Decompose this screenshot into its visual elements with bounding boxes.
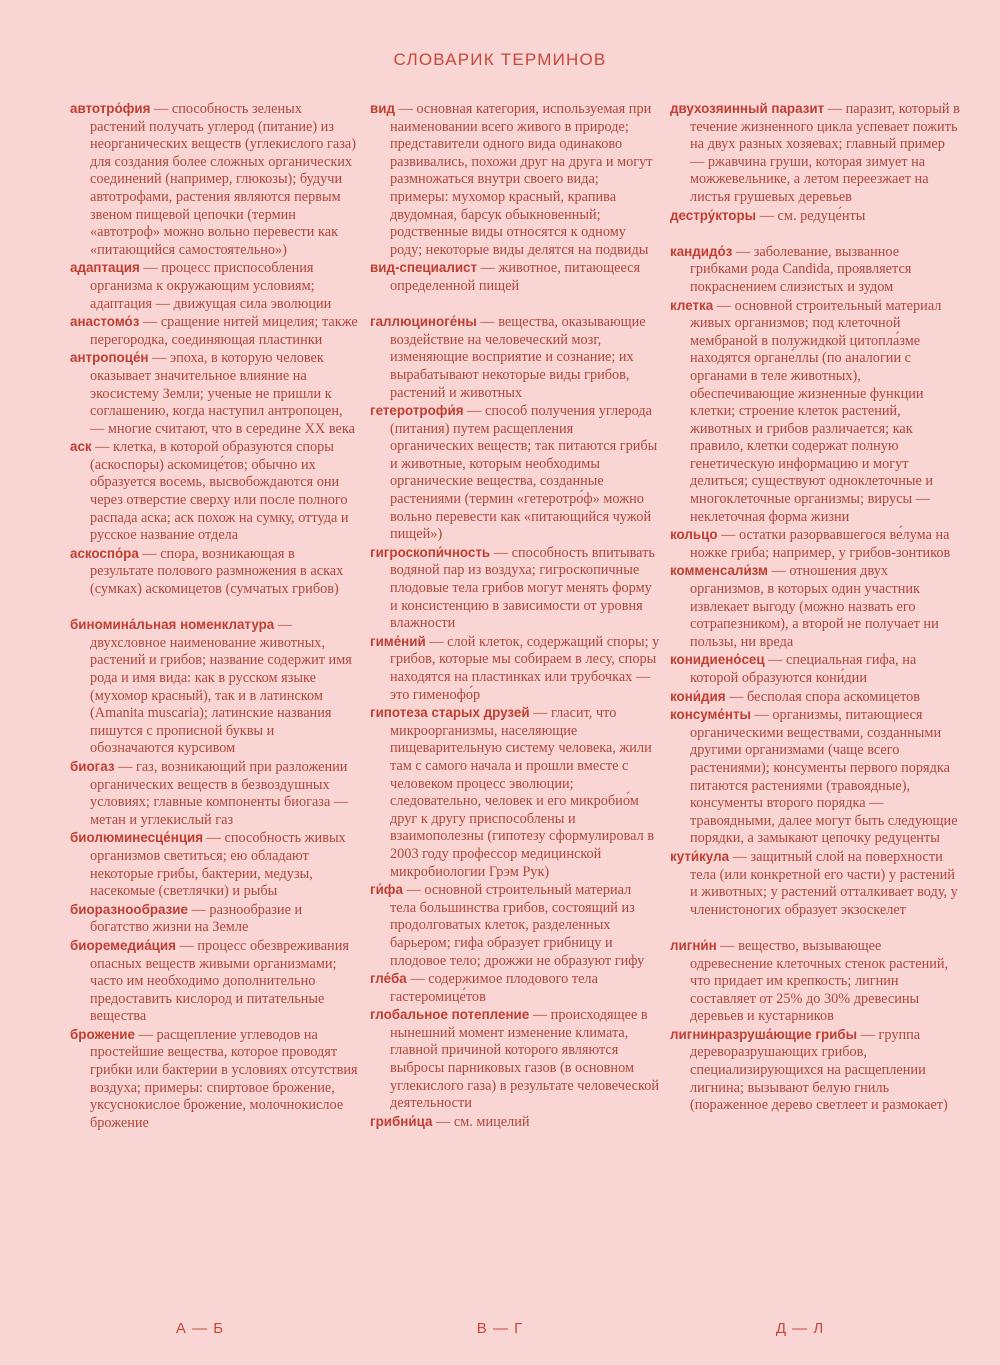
glossary-definition: — организмы, питающиеся органическими веществами, созданными другими организмами (чаще всего растениями); консументы первого порядка питаются растениями (травоядные), консументы второго порядка — травоядными, далее могут быть следующие порядки, а замыкают цепочку редуценты [690, 707, 958, 847]
glossary-term: лигни́н [670, 937, 717, 953]
glossary-definition: — защитный слой на поверхности тела (или конкретной его части) у растений и животных; у растений отталкивает воду, у членистоногих образует экзоскелет [690, 848, 958, 918]
letter-range-d-l: Д — Л [775, 1320, 825, 1337]
glossary-entry [370, 1113, 660, 1132]
glossary-entry [70, 545, 360, 599]
glossary-term: биоремедиа́ция [70, 937, 176, 953]
glossary-entry [370, 970, 660, 1006]
glossary-term: гетеротрофи́я [370, 403, 464, 419]
glossary-term: вид-специалист [370, 260, 478, 276]
glossary-entry [670, 706, 960, 848]
glossary-definition: — двухсловное наименование животных, растений и грибов; название содержит имя рода и имя вида: как в русском языке (мухомор красный), так и в латинском (Amanita muscaria); латинские названия пишутся с прописной буквы и обозначаются курсивом [90, 617, 352, 757]
glossary-entry [670, 1026, 960, 1115]
glossary-entry [670, 297, 960, 527]
glossary-definition: — отношения двух организмов, в которых один участник извлекает выгоду (можно назвать его сотрапезником), а второй не получает ни пользы, ни вреда [690, 563, 939, 650]
glossary-term: антропоце́н [70, 350, 149, 366]
glossary-term: двухозяинный паразит [670, 101, 825, 116]
glossary-definition: — вещество, вызывающее одревеснение клеточных стенок растений, что придает им крепкость; лигнин составляет от 25% до 30% древесины деревьев и кустарников [690, 937, 949, 1025]
glossary-term: аск [70, 439, 92, 455]
glossary-entry [670, 207, 960, 226]
glossary-entry [370, 402, 660, 544]
page-title: СЛОВАРИК ТЕРМИНОВ [393, 50, 607, 69]
glossary-definition: — основной строительный материал тела большинства грибов, состоящий из продолговатых клеток, разделенных барьером; гифа образует грибницу и плодовое тело; дрожжи не образуют гифу [390, 882, 645, 969]
glossary-definition: — сращение нитей мицелия; также перегородка, соединяющая пластинки [90, 314, 358, 348]
glossary-column-v-g [370, 100, 660, 1131]
glossary-term: кандидо́з [670, 243, 733, 259]
glossary-term: адаптация [70, 260, 140, 276]
glossary-term: кольцо [670, 527, 718, 543]
glossary-term: глобальное потепление [370, 1007, 530, 1023]
glossary-definition: — паразит, который в течение жизненного цикла успевает пожить на двух разных хозяевах; главный пример — ржавчина груши, которая зимует на можжевельнике, а летом переезжает на листья грушевых деревьев [690, 101, 960, 205]
glossary-term: грибни́ца [370, 1113, 433, 1129]
glossary-definition: — слой клеток, содержащий споры; у грибов, которые мы собираем в лесу, споры находятся на пластинках или трубочках — это гименофо́р [390, 633, 660, 703]
glossary-term: ги́фа [370, 882, 403, 898]
glossary-entry [370, 259, 660, 295]
glossary-term: гипотеза старых друзей [370, 705, 530, 721]
glossary-entry [670, 848, 960, 919]
glossary-entry [670, 562, 960, 651]
glossary-term: вид [370, 101, 395, 116]
glossary-term: аскоспо́ра [70, 545, 139, 561]
glossary-entry [370, 881, 660, 970]
glossary-term: кони́дия [670, 688, 726, 704]
glossary-definition: — спора, возникающая в результате полового размножения в асках (сумках) аскомицетов (сумчатых грибов) [90, 545, 344, 598]
glossary-entry [370, 313, 660, 402]
glossary-entry [70, 259, 360, 313]
glossary-term: брожение [70, 1026, 135, 1042]
glossary-definition: — вещества, оказывающие воздействие на человеческий мозг, изменяющие восприятие и сознание; их вырабатывают некоторые виды грибов, растений и животных [390, 314, 646, 401]
glossary-entry [70, 349, 360, 438]
glossary-entry [70, 100, 360, 259]
glossary-definition: — эпоха, в которую человек оказывает значительное влияние на экосистему Земли; ученые не пришли к соглашению, когда наступил антропоцен, — многие считают, что в середине XX века [90, 350, 355, 437]
glossary-term: лигнинразруша́ющие грибы [670, 1026, 858, 1042]
glossary-entry [70, 1026, 360, 1133]
glossary-definition: — происходящее в нынешний момент изменение климата, главной причиной которого являются выбросы парниковых газов (в основном углекислого газа) в результате человеческой деятельности [390, 1007, 660, 1112]
glossary-term: галлюциноге́ны [370, 314, 477, 330]
letter-range-a-b: А — Б [175, 1320, 225, 1337]
glossary-term: клетка [670, 297, 714, 313]
glossary-definition: — газ, возникающий при разложении органических веществ в безвоздушных условиях; главные компоненты биогаза — метан и углекислый газ [90, 758, 349, 828]
glossary-term: дестру́кторы [670, 207, 757, 223]
glossary-definition: — способ получения углерода (питания) путем расщепления органических веществ; так питаются грибы и животные, которым необходимы органические вещества, созданные растениями (термин «гетеротро́ф» можно вольно перевести как «питающийся чужой пищей») [390, 403, 658, 543]
glossary-definition: — основная категория, используемая при наименовании всего живого в природе; представители одного вида одинаково развивались, похожи друг на друга и могут размножаться внутри своего вида; примеры: мухомор красный, крапива двудомная, барсук обыкновенный; родственные виды относятся к одному роду; некоторые виды делятся на подвиды [390, 101, 653, 258]
glossary-entry [670, 937, 960, 1026]
glossary-entry [70, 829, 360, 900]
glossary-definition: — способность живых организмов светиться; ею обладают некоторые грибы, бактерии, медузы, насекомые (светлячки) и рыбы [90, 830, 346, 900]
glossary-definition: — группа дереворазрушающих грибов, специализирующихся на расщеплении лигнина; вызывают белую гниль (пораженное дерево светлеет и размокает) [690, 1026, 948, 1114]
glossary-entry [370, 1006, 660, 1113]
glossary-definition: — способность впитывать водяной пар из воздуха; гигроскопичные плодовые тела грибов могут менять форму и консистенцию в зависимости от уровня влажности [390, 544, 655, 632]
glossary-entry [70, 438, 360, 545]
glossary-entry [70, 313, 360, 349]
glossary-term: биогаз [70, 758, 115, 774]
glossary-entry [670, 100, 960, 207]
glossary-definition: — животное, питающееся определенной пищей [390, 260, 641, 294]
glossary-term: гиме́ний [370, 633, 426, 649]
glossary-definition: — разнообразие и богатство жизни на Земле [90, 901, 303, 936]
glossary-definition: — заболевание, вызванное грибками рода Candida, проявляется покраснением слизистых и зудом [690, 243, 912, 295]
glossary-definition: — клетка, в которой образуются споры (аскоспоры) аскомице́тов; обычно их образуется восемь, высвобождаются они через отверстие сверху или после полного распада аска; аск похож на сумку, оттуда и русское название отдела [90, 439, 349, 544]
letter-range-v-g: В — Г [476, 1320, 524, 1337]
glossary-entry [370, 100, 660, 259]
glossary-term: гигроскопи́чность [370, 544, 491, 560]
glossary-term: кути́кула [670, 848, 730, 864]
glossary-definition: — бесполая спора аскомицетов [725, 688, 921, 705]
glossary-term: биномина́льная номенклатура [70, 617, 275, 633]
glossary-entry [670, 651, 960, 687]
glossary-entry [370, 544, 660, 633]
glossary-column-d-l [670, 100, 960, 1115]
glossary-term: автотро́фия [70, 101, 151, 116]
glossary-term: консуме́нты [670, 707, 751, 723]
glossary-definition: — гласит, что микроорганизмы, населяющие пищеварительную систему человека, жили там с самого начала и прошли вместе с человеком процесс эволюции; следовательно, человек и его микробио́м друг к другу приспособлены и взаимополезны (гипотезу сформулировал в 2003 году профессор медицинской микробиологии Грэм Рук) [390, 705, 655, 880]
glossary-definition: — см. мицелий [432, 1113, 530, 1130]
glossary-entry [670, 688, 960, 707]
glossary-entry [370, 633, 660, 704]
glossary-entry [670, 526, 960, 562]
glossary-entry [370, 704, 660, 881]
glossary-definition: — процесс приспособления организма к окружающим условиям; адаптация — движущая сила эволюции [90, 260, 332, 312]
glossary-entry [670, 243, 960, 297]
glossary-definition: — см. редуце́нты [756, 207, 866, 224]
glossary-entry [70, 758, 360, 829]
glossary-definition: — остатки разорвавшегося ве́лума на ножке гриба; например, у грибов-зонтиков [690, 527, 951, 561]
glossary-term: конидиено́сец [670, 652, 765, 668]
glossary-definition: — содержимое плодового тела гастеромице́тов [390, 971, 598, 1005]
glossary-term: гле́ба [370, 971, 407, 987]
glossary-definition: — специальная гифа, на которой образуются кони́дии [690, 652, 917, 686]
glossary-definition: — расщепление углеводов на простейшие вещества, которое проводят грибки или бактерии в условиях отсутствия воздуха; примеры: спиртовое брожение, уксуснокислое брожение, молочнокислое брожение [90, 1026, 358, 1131]
glossary-term: биолюминесце́нция [70, 830, 204, 846]
glossary-entry [70, 937, 360, 1026]
glossary-entry [70, 901, 360, 937]
glossary-definition: — способность зеленых растений получать углерод (питание) из неорганических веществ (углекислого газа) для создания более сложных органических соединений (например, глюкозы); будучи автотрофами, растения являются первым звеном пищевой цепочки (термин «автотроф» можно вольно перевести как «питающийся самостоятельно») [90, 101, 356, 258]
glossary-term: анастомо́з [70, 314, 140, 330]
glossary-definition: — основной строительный материал живых организмов; под клеточной мембраной в полужидкой цитопла́зме находятся органе́ллы (по аналогии с органами в теле животных), обеспечивающие жизненные функции клетки; строение клеток растений, животных и грибов различается; как правило, клетки содержат полную генетическую информацию и могут делиться; существуют одноклеточные и многоклеточные организмы; вирусы — неклеточная форма жизни [690, 297, 942, 525]
glossary-entry [70, 616, 360, 758]
glossary-term: комменсали́зм [670, 563, 768, 579]
glossary-column-a-b [70, 100, 360, 1132]
glossary-term: биоразнообразие [70, 901, 188, 917]
glossary-definition: — процесс обезвреживания опасных веществ живыми организмами; часто им необходимо дополнительно предоставить кислород и питательные вещества [90, 937, 349, 1025]
